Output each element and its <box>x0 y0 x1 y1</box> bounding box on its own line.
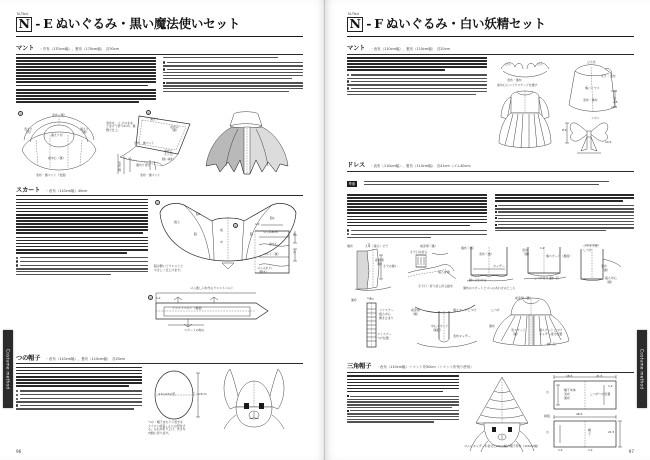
chapter-letter: N <box>16 17 32 33</box>
section-title: マント <box>347 45 366 52</box>
body-column-1 <box>347 375 459 453</box>
figure-label: 1.2 <box>255 221 260 226</box>
capepat-svg <box>561 57 623 155</box>
figure-column <box>464 375 634 453</box>
figure-row-dress-top <box>347 245 634 293</box>
figure-label: 表布を、上 そのまま とまげて折り2cm、裏 側で仕上。 <box>106 120 136 133</box>
figure-label: 裏えり付 <box>51 132 63 137</box>
figure-label: 後ろ身頃 <box>438 270 450 275</box>
chapter-heading-right <box>347 12 634 37</box>
section-head <box>16 353 303 362</box>
chapter-code: N-Tbd <box>348 12 359 16</box>
figure-label: そで口・折り返し折る始末 <box>418 284 453 289</box>
figure-label: 1.2 <box>156 295 161 300</box>
figure-label: 前中心（裏） <box>48 155 66 160</box>
body-column-1 <box>347 57 487 155</box>
section-body <box>347 194 634 241</box>
section-head <box>347 361 634 370</box>
figure-label: ゴム入れ口 （開き） <box>257 265 272 274</box>
paragraph <box>163 57 303 58</box>
figure-label: ゴムにギャザーを寄せた20cm幅の帽子用布（110cm幅） <box>464 444 540 449</box>
section-head <box>16 185 303 194</box>
figure-label: 21.5 <box>596 374 603 379</box>
figure-label: 縫い合わせる <box>469 278 487 283</box>
assembly-svg <box>487 297 577 353</box>
paragraph <box>347 57 487 71</box>
cone-hat-face-illustration <box>464 375 540 453</box>
body-column-1 <box>16 367 142 431</box>
figure-label: 1.2 <box>608 384 613 389</box>
figure-label: 前身頃 （裏） <box>375 258 384 267</box>
numbered-steps <box>163 61 303 78</box>
chapter-suffix: E <box>43 15 53 31</box>
figure-label: わ <box>546 430 549 435</box>
section-title: ドレス <box>347 162 366 170</box>
figure-row-dress-bottom <box>347 297 634 353</box>
figure-row-fairy <box>493 57 634 155</box>
side-tab-left: Costume method <box>3 330 13 408</box>
section-body <box>347 57 634 155</box>
figure-label: 脇1 <box>270 215 275 220</box>
chapter-letter: N <box>347 17 363 33</box>
section-spec: ・表布（110cm幅）40cm <box>45 188 88 193</box>
figure-label: ファスナー つけ位置 <box>377 332 392 341</box>
page-number-left: 96 <box>16 449 22 454</box>
figure-number-2: ② <box>149 295 152 300</box>
collar-svg <box>16 110 102 180</box>
figure-label: 前身頃（裏） <box>420 244 438 249</box>
figure-label: リボン <box>591 116 600 121</box>
figure-label: えり（後ろ）そで <box>365 244 389 249</box>
figure-label: 前 <box>220 227 223 232</box>
left-page-content <box>16 12 303 442</box>
chapter-title-jp: ぬいぐるみ・白い妖精セット <box>385 15 546 31</box>
figure-label: わ 2.5 <box>613 96 618 104</box>
fairydress-svg <box>493 57 557 155</box>
conehat-svg <box>464 375 540 453</box>
figure-label: 表布 （裏） <box>522 248 531 257</box>
numbered-steps <box>347 229 487 238</box>
figure-label: 裏切り部分 <box>136 162 151 167</box>
figure-label: 1.2 <box>558 448 563 453</box>
figure-label: そで口を折る <box>410 250 428 255</box>
figure-label: 表布・裏布 <box>583 98 598 103</box>
side-tab-right: Costume method <box>637 330 647 408</box>
chapter-title-jp: ぬいぐるみ・黒い魔法使いセット <box>55 15 241 31</box>
zipper-strip-diagram <box>347 297 403 353</box>
figure-label: ゴム通し口を作るウエストベルト <box>190 285 234 290</box>
figure-label: 縫い目 <box>550 276 559 281</box>
section-rule <box>16 363 303 364</box>
section-spec: ・表布（110cm幅）＋マント布50cm（＋マント布残り使用） <box>376 365 474 370</box>
section-dress <box>347 160 634 353</box>
section-title: スカート <box>16 186 41 194</box>
page-number-right: 97 <box>628 449 634 454</box>
figure-row-mantle <box>16 110 303 180</box>
figure-label: ウエスト布 しつけ <box>583 244 598 253</box>
section-rule <box>16 195 303 196</box>
paragraph <box>495 194 635 202</box>
figure-label: 脇が開いてウエストと やさしく仕上げます。 <box>154 263 184 272</box>
figure-label: 前身頃（裏） <box>515 296 533 301</box>
section-cone-hat <box>347 361 634 453</box>
paragraph <box>16 367 142 387</box>
figure-label: 脇 <box>194 231 197 236</box>
figure-column <box>148 367 303 436</box>
figure-label: 表布・裏布 <box>507 78 522 83</box>
figure-label: 表スカート （裏） <box>511 328 526 337</box>
figure-row-hat <box>148 367 303 436</box>
section-body <box>347 375 634 453</box>
figure-label: 縫い目 <box>547 342 556 347</box>
cape-pattern-illustration <box>561 57 623 155</box>
prep-tag: 準備 <box>348 182 356 187</box>
figure-row-conehat <box>464 375 634 453</box>
figure-label: 前身頃 （裏） <box>411 308 420 317</box>
hatface-svg <box>212 367 298 431</box>
figure-label: 1.2 <box>367 296 372 301</box>
figure-label: そでの縫い <box>383 264 398 269</box>
figure-label: スカートの地の <box>184 327 205 332</box>
section-spec: ・表布（110cm幅）、裏布（110cm幅） 各20cm <box>370 47 450 51</box>
figure-label: 中心スカート （裏面） <box>431 324 449 333</box>
figure-label: 中 <box>220 239 223 244</box>
center-back-diagram <box>409 297 481 353</box>
chapter-code: N-Tbd <box>17 12 28 16</box>
paragraph <box>16 89 156 103</box>
section-title: つの帽子 <box>16 354 41 362</box>
figure-number-1: ① <box>156 200 159 205</box>
figure-label: 表布 （裏） <box>601 264 610 273</box>
figure-label: ひも <box>537 62 543 67</box>
figure-label: 10.5 <box>605 140 612 145</box>
figure-label: しつけをする <box>534 276 552 281</box>
figure-label: 縫い重ね <box>162 156 174 161</box>
figure-label: 1.2 <box>540 246 545 251</box>
chapter-suffix: F <box>374 15 383 31</box>
section-head <box>347 160 634 169</box>
section-rule <box>347 372 634 373</box>
figure-label: 前中心 <box>269 241 278 246</box>
figure-number-3: ③ <box>147 110 150 115</box>
waist-join-diagram <box>571 245 623 293</box>
paragraph <box>16 199 148 234</box>
figure-label: 帽 子 <box>588 428 591 437</box>
figure-label: 裏えり <box>150 116 159 121</box>
chapter-heading-left <box>16 12 303 37</box>
collar-attach-diagram <box>106 110 194 180</box>
cape-svg <box>198 110 296 180</box>
prep-tag-lines <box>364 181 609 187</box>
figure-label: わ <box>293 249 296 254</box>
figure-label: 裏えり （裏） <box>80 126 89 135</box>
section-title: マント <box>16 45 35 52</box>
hat-oval-pattern <box>148 367 208 436</box>
figure-number-3: ③ <box>234 223 237 228</box>
figure-label: ゴム0.8cm <box>263 229 278 234</box>
figure-label: 後ろ中心 （裏） <box>605 276 617 285</box>
body-column-1 <box>347 194 487 241</box>
figure-label: 裏スカートしつけ <box>453 308 477 313</box>
chapter-title-row <box>16 17 303 33</box>
figure-label: ベルト（裏） <box>263 251 281 256</box>
skirt-gather-diagram <box>461 245 517 293</box>
figure-label: わ <box>546 390 549 395</box>
paragraph <box>347 375 459 392</box>
figure-label: 裏布 <box>351 298 357 303</box>
figure-label: 46.5 <box>576 412 583 417</box>
preparation-note <box>347 173 634 192</box>
figure-label: 裏布のスカートとゴムのあわせのところ <box>463 286 516 291</box>
bodice-seam-svg <box>347 245 399 293</box>
figure-label: 表布・裏マント（表面） <box>36 172 68 177</box>
chapter-rule <box>16 36 303 37</box>
sleeve-hem-diagram <box>402 245 458 293</box>
chapter-rule <box>347 36 634 37</box>
figure-label: 脇 <box>250 231 253 236</box>
figure-label: わ <box>293 231 296 236</box>
bodice-seam-diagram <box>347 245 399 293</box>
bullet-steps <box>495 205 635 231</box>
numbered-steps <box>16 257 148 276</box>
figure-label: ウエストベルト（裏面） <box>172 305 204 310</box>
figure-label: 後ろ <box>174 219 180 224</box>
figure-number-2: ② <box>19 111 22 116</box>
section-body <box>16 57 303 106</box>
section-rule <box>347 171 634 172</box>
section-spec: ・表布（110cm幅）、裏布（110cm幅） 各20cm <box>45 356 126 361</box>
finished-cape-illustration <box>198 110 296 180</box>
section-mantle-right <box>347 43 634 155</box>
figure-label: ひも先 <box>587 60 596 65</box>
bullet-steps <box>347 395 459 423</box>
figure-label: 裏スカート（裏面） <box>546 254 573 259</box>
figure-label: 表布（裏） <box>52 112 67 117</box>
figure-label: しつけつけ位置 <box>590 392 611 397</box>
collar-pattern-diagram <box>16 110 102 180</box>
figure-label: 芯＋9.5cm <box>192 391 207 396</box>
right-page <box>325 0 650 460</box>
fairy-dress-illustration <box>493 57 557 155</box>
figure-label: 制図 <box>544 414 550 419</box>
figure-label: 表 布 側 <box>118 160 121 173</box>
figure-label: 表えり （表） <box>24 126 33 135</box>
figure-label: ギャザー <box>493 264 505 269</box>
figure-label: 裏布（裏） <box>461 246 476 251</box>
figure-label: つの・帽子まわり下書きを アイロン接着しんにの型付け る。左右を折り上げ、先さを 内側に折り返す。 <box>148 419 186 436</box>
body-column-1 <box>16 199 148 279</box>
figure-label: しつけ <box>491 308 500 313</box>
horned-hat-face-illustration <box>212 367 298 431</box>
section-skirt-left <box>16 185 303 339</box>
full-dress-assembly-diagram <box>487 297 577 353</box>
figure-label: 表布 裏マント <box>134 140 155 145</box>
figure-label: 表布・裏マント <box>140 172 161 177</box>
figure-label: 裏スカートしつけ ギャザー寄せ位置 <box>539 328 563 337</box>
paragraph <box>16 237 148 254</box>
elastic-detail-diagram <box>233 223 303 281</box>
figure-label: 8.5 <box>562 128 567 133</box>
section-head <box>16 43 303 52</box>
numbered-steps <box>16 390 142 410</box>
figure-label: 1.2 <box>588 448 593 453</box>
paragraph <box>347 194 487 226</box>
section-body <box>16 367 303 436</box>
body-column-2 <box>163 57 303 106</box>
section-spec: ・表布（110cm幅）、裏布（110cm幅） 各41cm（ゴム40cm） <box>370 164 474 169</box>
chapter-title-row <box>347 17 634 33</box>
section-rule <box>16 54 303 55</box>
body-column-2 <box>495 194 635 241</box>
figure-label: ひも <box>505 62 511 67</box>
section-rule <box>347 54 634 55</box>
waistband-diagram <box>148 281 288 339</box>
figure-label: 21.5 <box>608 430 615 435</box>
zipper-diagram <box>520 245 573 293</box>
figure-label: 4.5×4.5の型 <box>158 391 176 396</box>
figure-label: えり・表布 <box>601 74 616 79</box>
section-horned-hat <box>16 353 303 436</box>
figure-label: 表布と えりが <box>164 148 173 157</box>
figure-label: 裏布 <box>347 244 353 249</box>
chapter-dash: - <box>366 15 372 31</box>
figure-column <box>493 57 634 155</box>
paragraph <box>16 57 156 86</box>
section-spec: ・巾布（170cm幅）、裏布（170cm幅） 各30cm <box>39 47 119 51</box>
section-mantle-left <box>16 43 303 180</box>
figure-label: 表布（裏） <box>479 252 494 257</box>
figure-label: 裏バイヤス <box>585 86 600 91</box>
figure-label: 帽子本体 表布 裏布 <box>564 388 576 400</box>
figure-label: 前中心にバイヤステープを通す <box>497 83 538 88</box>
bullet-steps <box>163 82 303 92</box>
figure-label: 表布の （裏） <box>170 124 179 133</box>
chapter-dash: - <box>35 15 41 31</box>
section-title: 三角帽子 <box>347 363 372 371</box>
figure-label: 脇1 <box>196 211 201 216</box>
figure-label: ファスナー 後ろ中心 開き止まり <box>379 308 394 320</box>
figure-label: 18.5 <box>566 374 573 379</box>
figure-label: 表布ギャザー <box>453 334 471 339</box>
zipstrip-svg <box>347 297 403 353</box>
numbered-steps <box>347 74 487 95</box>
hat-pattern-rectangles <box>544 375 624 453</box>
body-column-1 <box>16 57 156 106</box>
figure-label: 裏布 <box>489 324 495 329</box>
section-head <box>347 43 634 52</box>
